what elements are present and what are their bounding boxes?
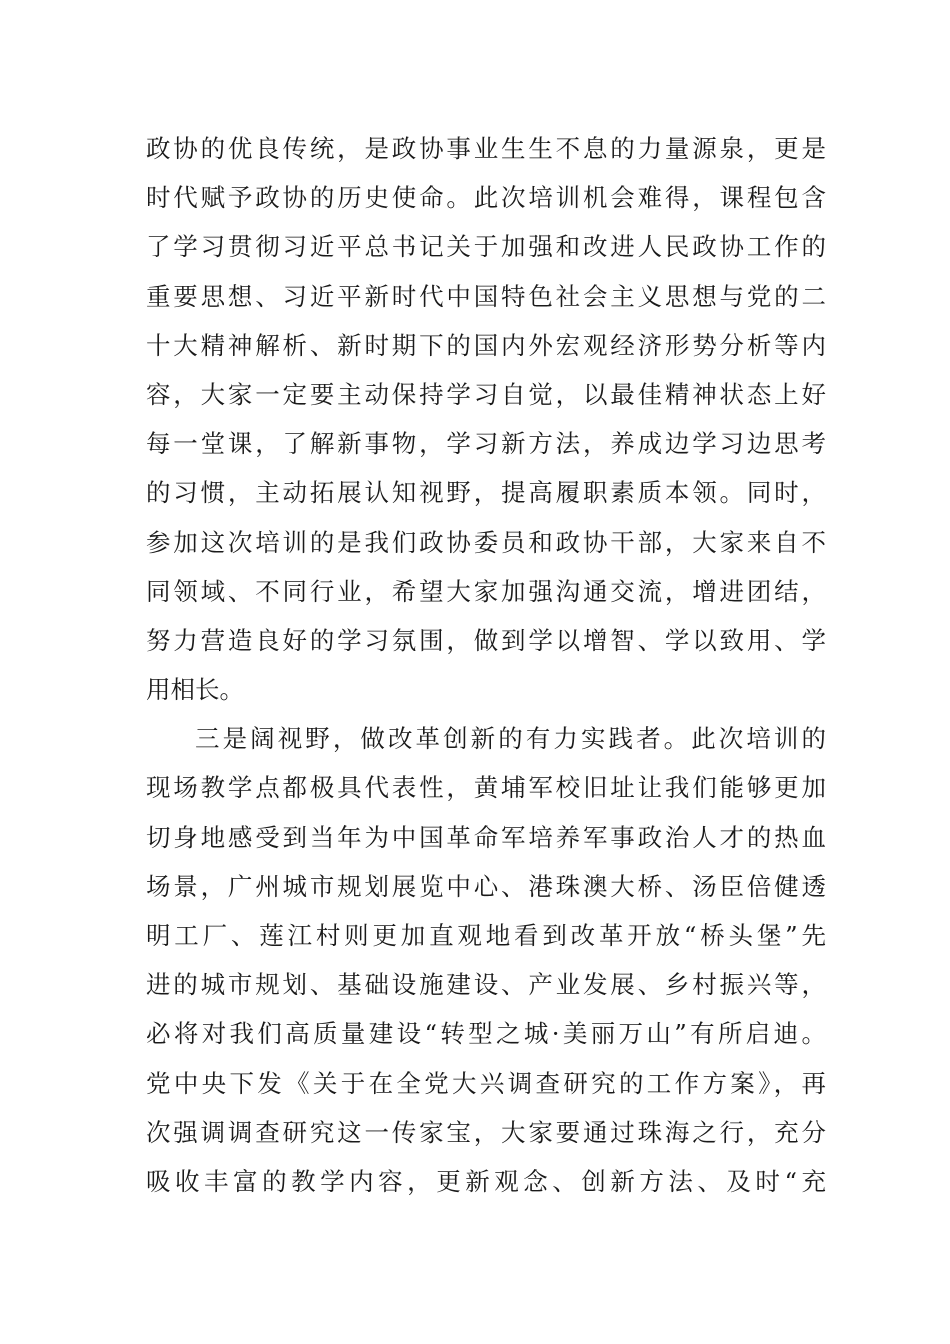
text-line: 党中央下发《关于在全党大兴调查研究的工作方案》，再 <box>146 1068 826 1098</box>
text-line: 进的城市规划、基础设施建设、产业发展、乡村振兴等， <box>146 970 826 1000</box>
text-line: 参加这次培训的是我们政协委员和政协干部，大家来自不 <box>146 527 826 557</box>
text-line: 重要思想、习近平新时代中国特色社会主义思想与党的二 <box>146 281 826 311</box>
text-line: 明工厂、莲江村则更加直观地看到改革开放“桥头堡”先 <box>146 921 826 950</box>
body-text <box>146 124 826 1206</box>
text-line: 十大精神解析、新时期下的国内外宏观经济形势分析等内 <box>146 330 826 360</box>
text-line: 的习惯，主动拓展认知视野，提高履职素质本领。同时， <box>146 478 826 508</box>
text-line: 切身地感受到当年为中国革命军培养军事政治人才的热血 <box>146 822 826 852</box>
paragraph-1 <box>146 124 826 714</box>
text-line: 三是阔视野，做改革创新的有力实践者。此次培训的 <box>195 724 826 754</box>
text-line: 努力营造良好的学习氛围，做到学以增智、学以致用、学 <box>146 625 826 655</box>
text-line: 场景，广州城市规划展览中心、港珠澳大桥、汤臣倍健透 <box>146 871 826 901</box>
text-line: 时代赋予政协的历史使命。此次培训机会难得，课程包含 <box>146 183 826 213</box>
text-line: 用相长。 <box>146 675 244 705</box>
text-line: 吸收丰富的教学内容，更新观念、创新方法、及时“充 <box>146 1166 826 1196</box>
text-line: 每一堂课，了解新事物，学习新方法，养成边学习边思考 <box>146 429 826 459</box>
text-line: 现场教学点都极具代表性，黄埔军校旧址让我们能够更加 <box>146 773 826 803</box>
paragraph-2 <box>146 714 826 1206</box>
text-line: 必将对我们高质量建设“转型之城·美丽万山”有所启迪。 <box>146 1019 826 1049</box>
text-line: 容，大家一定要主动保持学习自觉，以最佳精神状态上好 <box>146 379 826 409</box>
text-line: 同领域、不同行业，希望大家加强沟通交流，增进团结， <box>146 576 826 606</box>
text-line: 次强调调查研究这一传家宝，大家要通过珠海之行，充分 <box>146 1117 826 1147</box>
text-line: 了学习贯彻习近平总书记关于加强和改进人民政协工作的 <box>146 232 826 262</box>
text-line: 政协的优良传统，是政协事业生生不息的力量源泉，更是 <box>146 134 826 163</box>
